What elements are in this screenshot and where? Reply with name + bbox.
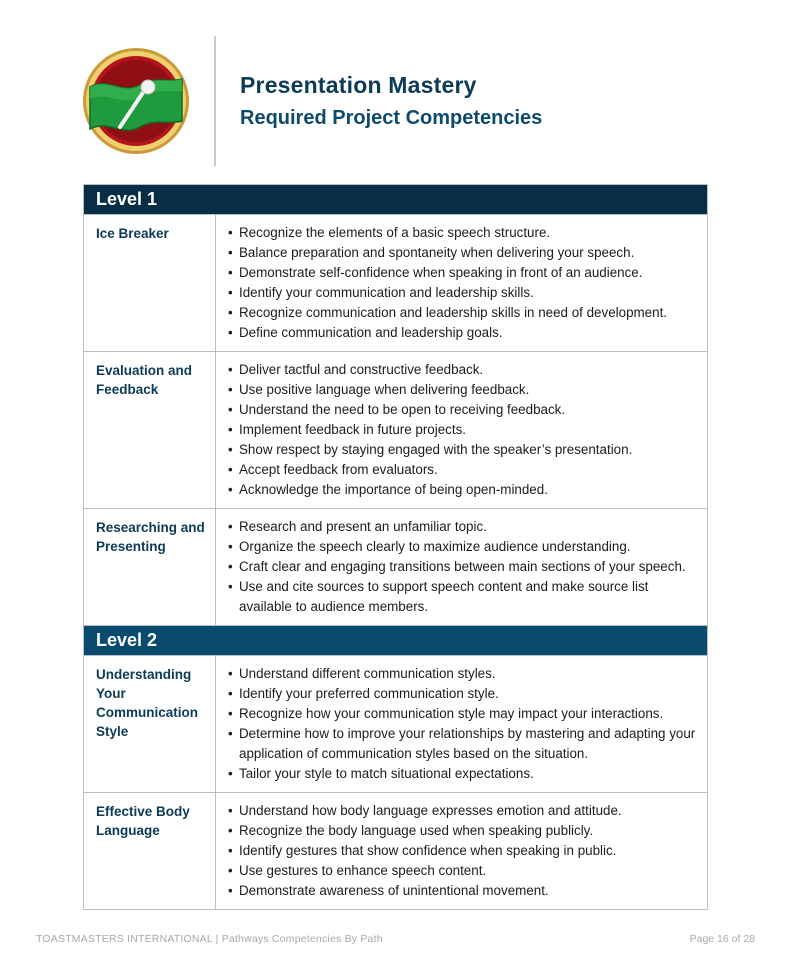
competency-item: • Identify your preferred communication style. [228, 684, 699, 704]
project-row [84, 509, 708, 626]
level-label: Level 2 [84, 626, 708, 656]
competency-item: • Define communication and leadership goals. [228, 323, 699, 343]
competency-list [228, 664, 699, 784]
level-header-row [84, 185, 708, 215]
competency-item: • Recognize how your communication style may impact your interactions. [228, 704, 699, 724]
page-title: Presentation Mastery [240, 72, 477, 98]
competency-item: • Use positive language when delivering feedback. [228, 380, 699, 400]
competency-item: • Organize the speech clearly to maximize audience understanding. [228, 537, 699, 557]
competency-item: • Recognize communication and leadership skills in need of development. [228, 303, 699, 323]
competency-item: • Accept feedback from evaluators. [228, 460, 699, 480]
competency-item: • Understand the need to be open to receiving feedback. [228, 400, 699, 420]
competency-item: • Balance preparation and spontaneity when delivering your speech. [228, 243, 699, 263]
competency-item: • Implement feedback in future projects. [228, 420, 699, 440]
competency-item: • Use gestures to enhance speech content. [228, 861, 699, 881]
competency-item: • Research and present an unfamiliar topic. [228, 517, 699, 537]
project-name: Evaluation and Feedback [84, 352, 216, 509]
competency-item: • Deliver tactful and constructive feedback. [228, 360, 699, 380]
project-name: Effective Body Language [84, 793, 216, 910]
footer-left: TOASTMASTERS INTERNATIONAL | Pathways Competencies By Path [36, 933, 383, 945]
competency-item: • Recognize the elements of a basic speech structure. [228, 223, 699, 243]
level-label: Level 1 [84, 185, 708, 215]
competency-item: • Recognize the body language used when speaking publicly. [228, 821, 699, 841]
competency-list-cell [216, 352, 708, 509]
competency-list [228, 223, 699, 343]
project-name: Researching and Presenting [84, 509, 216, 626]
competency-item: • Demonstrate self-confidence when speaking in front of an audience. [228, 263, 699, 283]
header-divider [214, 36, 216, 166]
competency-item: • Determine how to improve your relationships by mastering and adapting your application of communication styles based on the situation. [228, 724, 699, 764]
project-row [84, 352, 708, 509]
competency-item: • Identify gestures that show confidence when speaking in public. [228, 841, 699, 861]
page-subtitle: Required Project Competencies [240, 107, 543, 129]
project-name: Ice Breaker [84, 215, 216, 352]
competency-item: • Understand different communication styles. [228, 664, 699, 684]
competency-item: • Show respect by staying engaged with the speaker’s presentation. [228, 440, 699, 460]
green-flag-microphone-badge-icon [82, 47, 190, 155]
page-number: Page 16 of 28 [689, 933, 755, 945]
competency-item: • Identify your communication and leadership skills. [228, 283, 699, 303]
competency-item: • Demonstrate awareness of unintentional movement. [228, 881, 699, 901]
competency-list-cell [216, 656, 708, 793]
competency-item: • Use and cite sources to support speech content and make source list available to audience members. [228, 577, 699, 617]
competency-list-cell [216, 793, 708, 910]
competency-item: • Acknowledge the importance of being open-minded. [228, 480, 699, 500]
level-header-row [84, 626, 708, 656]
competency-item: • Craft clear and engaging transitions between main sections of your speech. [228, 557, 699, 577]
competency-table [83, 184, 708, 910]
project-name: Understanding Your Communication Style [84, 656, 216, 793]
competency-list [228, 801, 699, 901]
project-row [84, 215, 708, 352]
competency-item: • Understand how body language expresses emotion and attitude. [228, 801, 699, 821]
competency-item: • Tailor your style to match situational expectations. [228, 764, 699, 784]
project-row [84, 793, 708, 910]
project-row [84, 656, 708, 793]
competency-list-cell [216, 509, 708, 626]
competency-list [228, 517, 699, 617]
competency-list-cell [216, 215, 708, 352]
competency-list [228, 360, 699, 500]
